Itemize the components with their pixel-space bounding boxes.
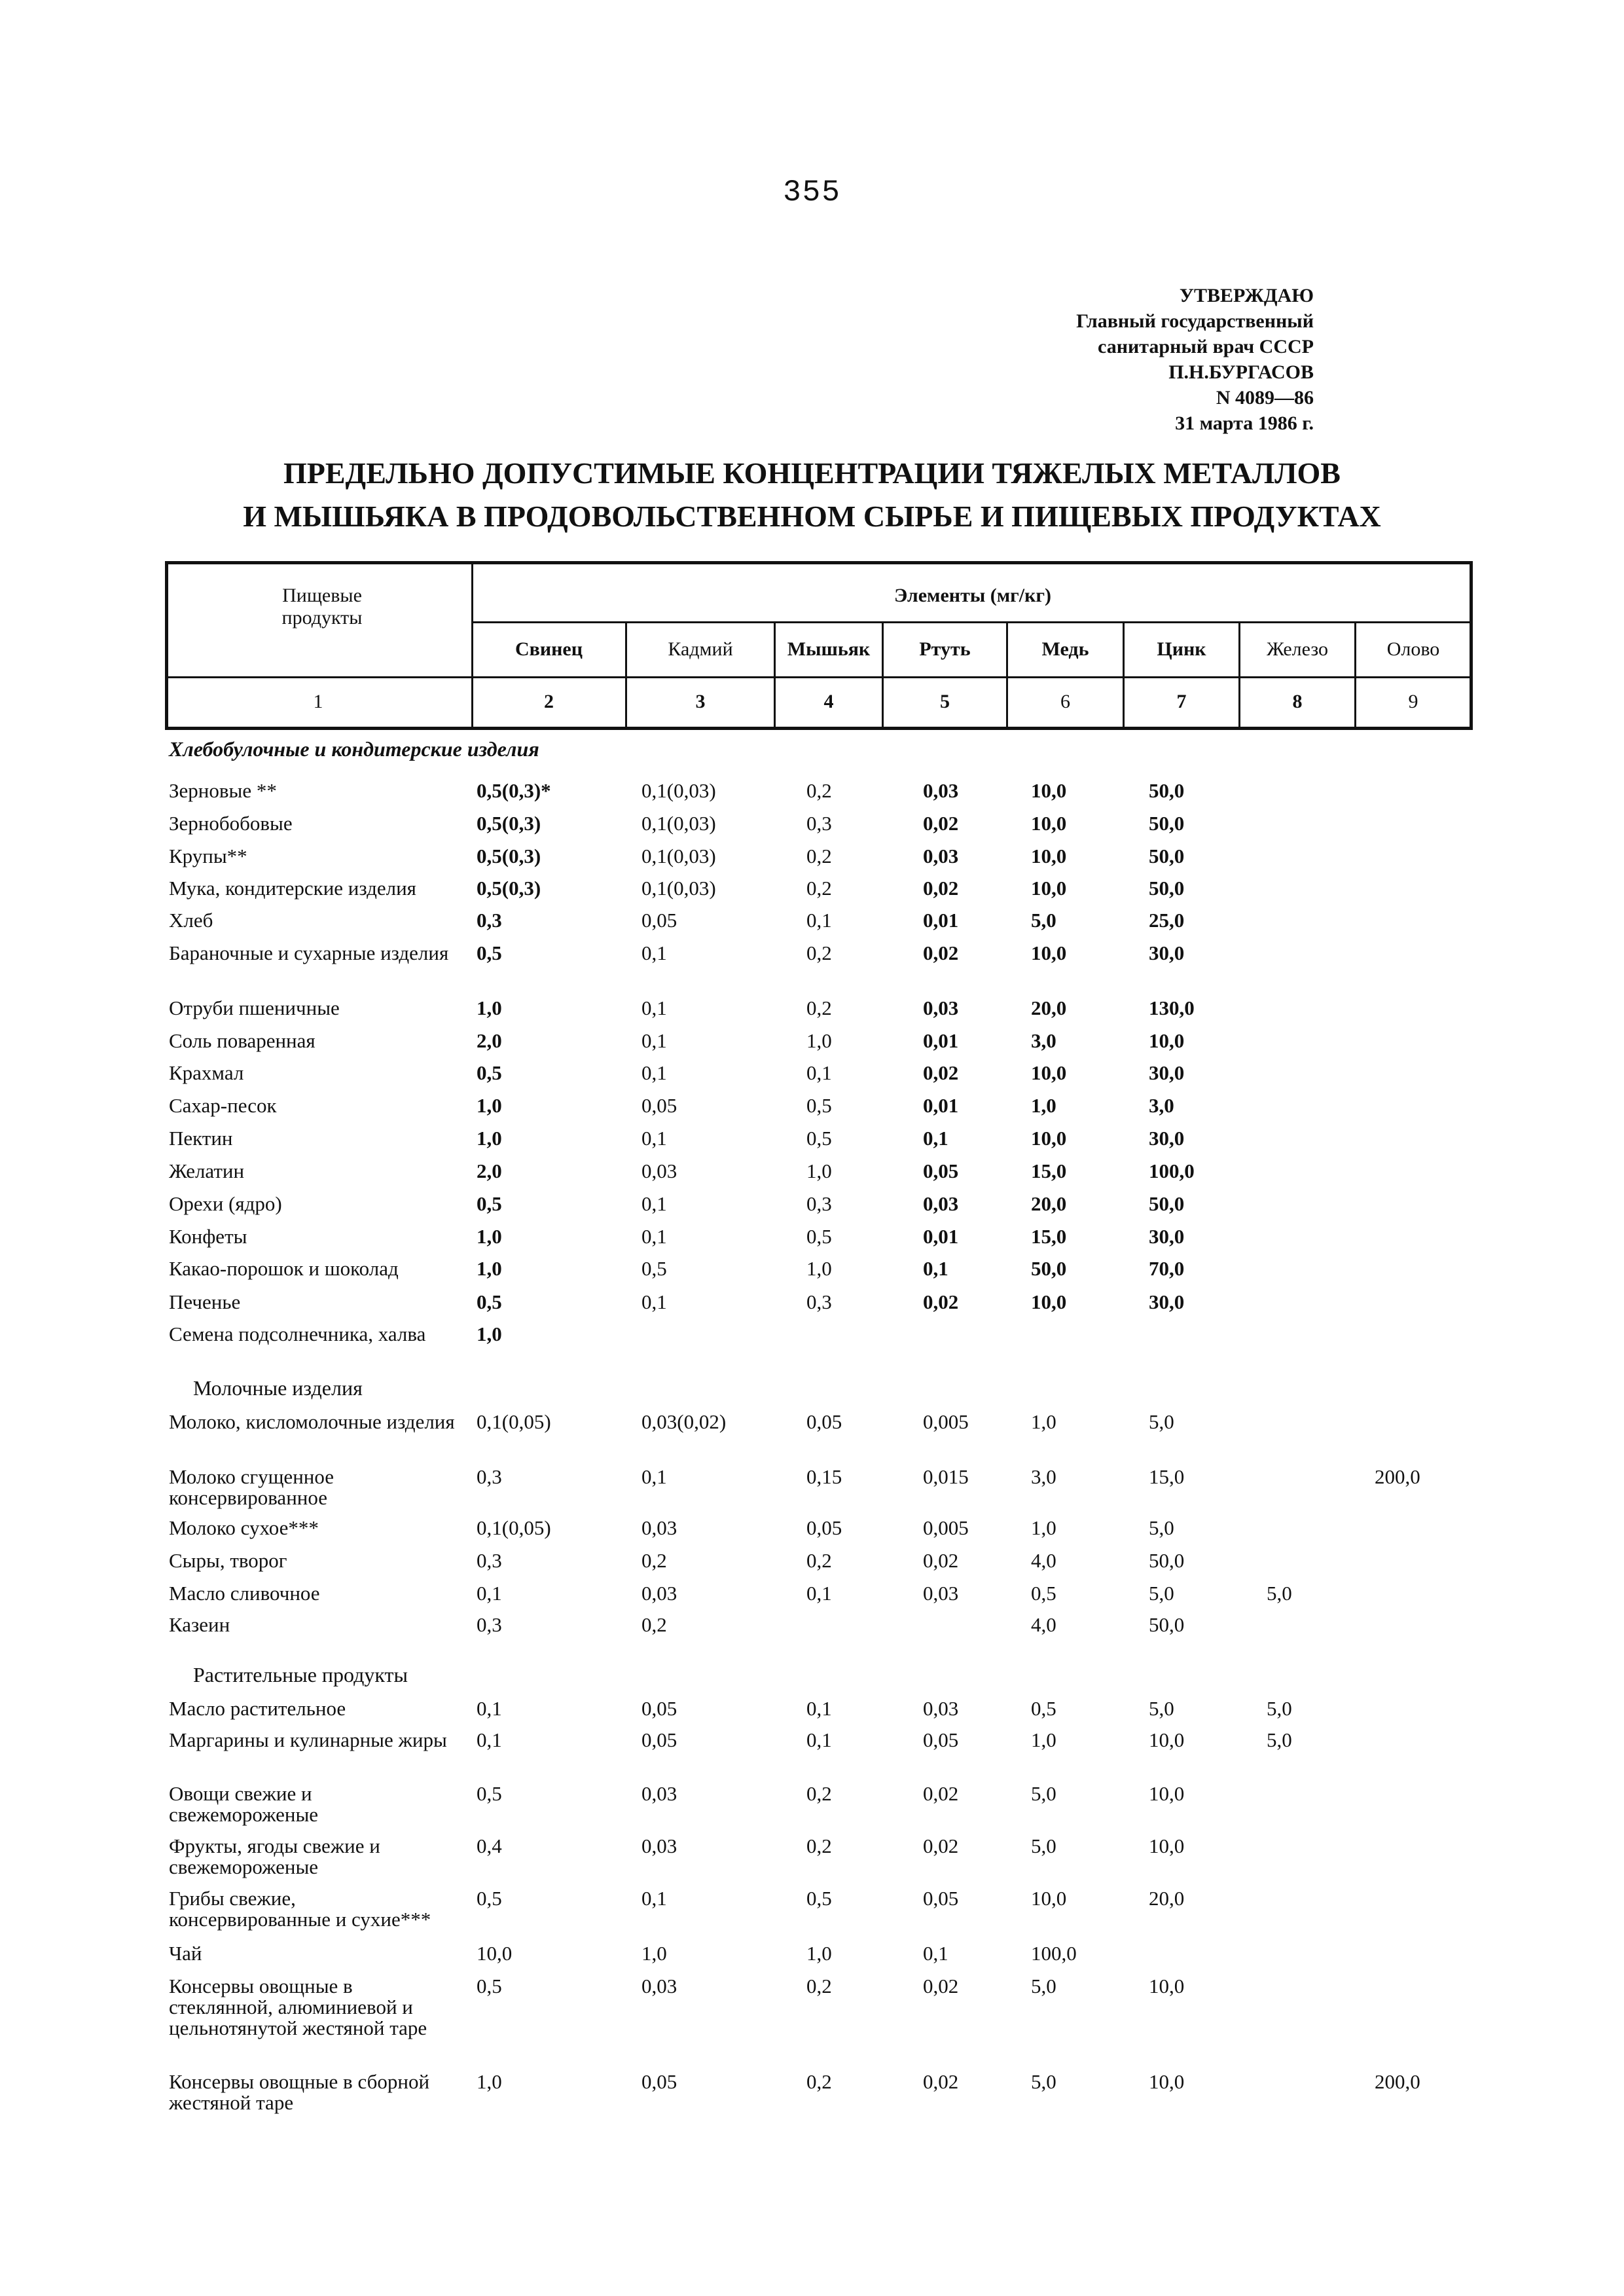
value-cell: 3,0 bbox=[1031, 1465, 1056, 1488]
value-cell: 0,05 bbox=[923, 1159, 959, 1182]
value-cell: 0,1 bbox=[641, 996, 667, 1019]
product-name: Масло сливочное bbox=[169, 1582, 320, 1605]
value-cell: 0,01 bbox=[923, 1225, 959, 1248]
product-name: Какао-порошок и шоколад bbox=[169, 1257, 399, 1280]
value-cell: 0,3 bbox=[806, 1192, 832, 1215]
approval-stamp bbox=[1076, 283, 1314, 436]
header-colnum: 2 bbox=[544, 691, 554, 712]
product-name: Молоко, кисломолочные изделия bbox=[169, 1410, 455, 1433]
value-cell: 0,02 bbox=[923, 877, 959, 900]
value-cell: 20,0 bbox=[1031, 1192, 1067, 1215]
value-cell: 1,0 bbox=[806, 1257, 832, 1280]
product-name: Пектин bbox=[169, 1127, 233, 1150]
value-cell: 5,0 bbox=[1149, 1516, 1174, 1539]
value-cell: 200,0 bbox=[1375, 2070, 1420, 2093]
header-zinc: Цинк bbox=[1157, 638, 1206, 660]
value-cell: 0,02 bbox=[923, 1834, 959, 1857]
value-cell: 10,0 bbox=[1031, 1061, 1067, 1084]
header-colnum: 5 bbox=[940, 691, 950, 712]
value-cell: 0,5 bbox=[1031, 1697, 1056, 1720]
header-rule bbox=[165, 676, 1473, 678]
group-title: Молочные изделия bbox=[193, 1376, 363, 1400]
value-cell: 0,03(0,02) bbox=[641, 1410, 727, 1433]
value-cell: 0,1(0,03) bbox=[641, 779, 716, 802]
value-cell: 0,03 bbox=[641, 1159, 677, 1182]
value-cell: 0,5 bbox=[477, 1887, 502, 1910]
value-cell: 100,0 bbox=[1031, 1942, 1077, 1965]
value-cell: 0,2 bbox=[806, 2070, 832, 2093]
value-cell: 30,0 bbox=[1149, 1061, 1185, 1084]
value-cell: 0,5 bbox=[806, 1127, 832, 1150]
value-cell: 0,3 bbox=[477, 909, 502, 932]
value-cell: 0,5(0,3) bbox=[477, 845, 541, 867]
value-cell: 50,0 bbox=[1031, 1257, 1067, 1280]
value-cell: 1,0 bbox=[806, 1029, 832, 1052]
value-cell: 0,03 bbox=[923, 1697, 959, 1720]
value-cell: 4,0 bbox=[1031, 1549, 1056, 1572]
header-colnum: 4 bbox=[823, 691, 834, 712]
value-cell: 100,0 bbox=[1149, 1159, 1195, 1182]
value-cell: 0,2 bbox=[806, 1834, 832, 1857]
value-cell: 0,1 bbox=[641, 1290, 667, 1313]
page-number: 355 bbox=[783, 175, 841, 210]
value-cell: 0,5 bbox=[477, 1192, 502, 1215]
product-name: Консервы овощные в стеклянной, алюминиевой и цельнотянутой жестяной таре bbox=[169, 1975, 427, 2039]
value-cell: 0,03 bbox=[923, 1582, 959, 1605]
value-cell: 0,1 bbox=[477, 1728, 502, 1751]
value-cell: 0,1(0,03) bbox=[641, 845, 716, 867]
value-cell: 10,0 bbox=[1031, 779, 1067, 802]
value-cell: 70,0 bbox=[1149, 1257, 1185, 1280]
value-cell: 0,03 bbox=[923, 845, 959, 867]
value-cell: 0,3 bbox=[477, 1613, 502, 1636]
value-cell: 0,2 bbox=[641, 1549, 667, 1572]
value-cell: 0,1 bbox=[923, 1127, 948, 1150]
title-line: И МЫШЬЯКА В ПРОДОВОЛЬСТВЕННОМ СЫРЬЕ И ПИЩЕВЫХ ПРОДУКТАХ bbox=[243, 500, 1381, 533]
value-cell: 0,1 bbox=[806, 1582, 832, 1605]
approval-line: санитарный врач СССР bbox=[1098, 336, 1314, 357]
table-header bbox=[165, 561, 1473, 730]
value-cell: 0,2 bbox=[806, 1549, 832, 1572]
value-cell: 0,03 bbox=[923, 779, 959, 802]
value-cell: 5,0 bbox=[1149, 1582, 1174, 1605]
value-cell: 0,1 bbox=[641, 1029, 667, 1052]
value-cell: 0,05 bbox=[806, 1516, 842, 1539]
header-iron: Железо bbox=[1267, 638, 1328, 660]
value-cell: 0,5(0,3) bbox=[477, 812, 541, 835]
product-name: Молоко сгущенное консервированное bbox=[169, 1465, 334, 1509]
value-cell: 5,0 bbox=[1031, 2070, 1056, 2093]
header-arsenic: Мышьяк bbox=[787, 638, 871, 660]
value-cell: 0,15 bbox=[806, 1465, 842, 1488]
approval-line: N 4089—86 bbox=[1216, 387, 1314, 409]
value-cell: 0,03 bbox=[641, 1834, 677, 1857]
header-divider bbox=[882, 621, 884, 730]
value-cell: 0,02 bbox=[923, 1782, 959, 1805]
value-cell: 10,0 bbox=[1031, 1290, 1067, 1313]
product-name: Зерновые ** bbox=[169, 779, 277, 802]
header-copper: Медь bbox=[1041, 638, 1089, 660]
value-cell: 50,0 bbox=[1149, 1613, 1185, 1636]
header-colnum: 1 bbox=[313, 691, 323, 712]
value-cell: 0,1 bbox=[477, 1582, 502, 1605]
value-cell: 0,1 bbox=[806, 909, 832, 932]
value-cell: 5,0 bbox=[1031, 909, 1056, 932]
value-cell: 0,1 bbox=[641, 1887, 667, 1910]
header-mercury: Ртуть bbox=[919, 638, 971, 660]
value-cell: 1,0 bbox=[477, 1127, 502, 1150]
value-cell: 0,5(0,3) bbox=[477, 877, 541, 900]
product-name: Соль поваренная bbox=[169, 1029, 316, 1052]
value-cell: 0,3 bbox=[477, 1549, 502, 1572]
header-colnum: 9 bbox=[1408, 691, 1418, 712]
value-cell: 0,01 bbox=[923, 1029, 959, 1052]
value-cell: 50,0 bbox=[1149, 1549, 1185, 1572]
header-elements: Элементы (мг/кг) bbox=[893, 585, 1052, 606]
product-name: Сыры, творог bbox=[169, 1549, 287, 1572]
value-cell: 0,03 bbox=[641, 1975, 677, 1997]
value-cell: 0,05 bbox=[641, 2070, 677, 2093]
value-cell: 1,0 bbox=[1031, 1728, 1056, 1751]
value-cell: 3,0 bbox=[1149, 1094, 1174, 1117]
product-name: Семена подсолнечника, халва bbox=[169, 1322, 426, 1345]
header-divider bbox=[1123, 621, 1125, 730]
value-cell: 0,05 bbox=[641, 909, 677, 932]
value-cell: 5,0 bbox=[1267, 1582, 1292, 1605]
value-cell: 0,02 bbox=[923, 1290, 959, 1313]
product-name: Маргарины и кулинарные жиры bbox=[169, 1728, 447, 1751]
value-cell: 0,1 bbox=[641, 1192, 667, 1215]
value-cell: 0,1 bbox=[806, 1697, 832, 1720]
value-cell: 0,03 bbox=[641, 1582, 677, 1605]
value-cell: 0,1(0,03) bbox=[641, 812, 716, 835]
value-cell: 0,1 bbox=[477, 1697, 502, 1720]
value-cell: 0,02 bbox=[923, 1061, 959, 1084]
product-name: Овощи свежие и свежемороженые bbox=[169, 1782, 319, 1826]
value-cell: 5,0 bbox=[1031, 1834, 1056, 1857]
value-cell: 1,0 bbox=[477, 1322, 502, 1345]
value-cell: 2,0 bbox=[477, 1159, 502, 1182]
value-cell: 0,1 bbox=[806, 1728, 832, 1751]
value-cell: 0,05 bbox=[923, 1728, 959, 1751]
value-cell: 5,0 bbox=[1031, 1782, 1056, 1805]
value-cell: 30,0 bbox=[1149, 1225, 1185, 1248]
value-cell: 1,0 bbox=[806, 1159, 832, 1182]
header-rule bbox=[473, 621, 1473, 623]
header-divider bbox=[625, 621, 627, 730]
group-title: Хлебобулочные и кондитерские изделия bbox=[169, 737, 539, 761]
value-cell: 0,5 bbox=[806, 1887, 832, 1910]
value-cell: 0,2 bbox=[806, 996, 832, 1019]
value-cell: 10,0 bbox=[1031, 1127, 1067, 1150]
value-cell: 0,03 bbox=[923, 996, 959, 1019]
value-cell: 50,0 bbox=[1149, 877, 1185, 900]
value-cell: 0,1 bbox=[641, 941, 667, 964]
value-cell: 0,015 bbox=[923, 1465, 969, 1488]
value-cell: 0,1(0,05) bbox=[477, 1410, 551, 1433]
value-cell: 0,005 bbox=[923, 1516, 969, 1539]
value-cell: 200,0 bbox=[1375, 1465, 1420, 1488]
value-cell: 1,0 bbox=[477, 1257, 502, 1280]
value-cell: 0,05 bbox=[923, 1887, 959, 1910]
value-cell: 0,3 bbox=[477, 1465, 502, 1488]
value-cell: 0,1 bbox=[641, 1465, 667, 1488]
product-name: Масло растительное bbox=[169, 1697, 346, 1720]
value-cell: 130,0 bbox=[1149, 996, 1195, 1019]
header-colnum: 3 bbox=[695, 691, 706, 712]
value-cell: 0,2 bbox=[806, 1975, 832, 1997]
value-cell: 1,0 bbox=[641, 1942, 667, 1965]
approval-line: П.Н.БУРГАСОВ bbox=[1168, 361, 1314, 383]
value-cell: 1,0 bbox=[477, 1094, 502, 1117]
value-cell: 0,1 bbox=[806, 1061, 832, 1084]
value-cell: 30,0 bbox=[1149, 941, 1185, 964]
approval-line: Главный государственный bbox=[1076, 310, 1314, 332]
value-cell: 0,3 bbox=[806, 1290, 832, 1313]
value-cell: 15,0 bbox=[1031, 1159, 1067, 1182]
value-cell: 0,1(0,03) bbox=[641, 877, 716, 900]
value-cell: 10,0 bbox=[1031, 877, 1067, 900]
header-divider bbox=[1354, 621, 1356, 730]
value-cell: 0,2 bbox=[806, 1782, 832, 1805]
value-cell: 0,005 bbox=[923, 1410, 969, 1433]
value-cell: 50,0 bbox=[1149, 1192, 1185, 1215]
product-name: Конфеты bbox=[169, 1225, 247, 1248]
value-cell: 10,0 bbox=[1149, 2070, 1185, 2093]
value-cell: 0,1(0,05) bbox=[477, 1516, 551, 1539]
value-cell: 0,3 bbox=[806, 812, 832, 835]
product-name: Крупы** bbox=[169, 845, 247, 867]
value-cell: 15,0 bbox=[1149, 1465, 1185, 1488]
value-cell: 0,01 bbox=[923, 1094, 959, 1117]
value-cell: 0,05 bbox=[806, 1410, 842, 1433]
value-cell: 5,0 bbox=[1267, 1728, 1292, 1751]
value-cell: 5,0 bbox=[1149, 1697, 1174, 1720]
document-title bbox=[0, 452, 1624, 538]
value-cell: 1,0 bbox=[477, 2070, 502, 2093]
product-name: Бараночные и сухарные изделия bbox=[169, 941, 449, 964]
value-cell: 3,0 bbox=[1031, 1029, 1056, 1052]
value-cell: 5,0 bbox=[1149, 1410, 1174, 1433]
value-cell: 0,02 bbox=[923, 812, 959, 835]
product-name: Орехи (ядро) bbox=[169, 1192, 282, 1215]
value-cell: 0,01 bbox=[923, 909, 959, 932]
value-cell: 0,05 bbox=[641, 1094, 677, 1117]
value-cell: 10,0 bbox=[1149, 1834, 1185, 1857]
header-tin: Олово bbox=[1386, 638, 1440, 660]
value-cell: 0,2 bbox=[806, 779, 832, 802]
value-cell: 0,03 bbox=[641, 1516, 677, 1539]
value-cell: 30,0 bbox=[1149, 1290, 1185, 1313]
value-cell: 4,0 bbox=[1031, 1613, 1056, 1636]
value-cell: 10,0 bbox=[1149, 1728, 1185, 1751]
value-cell: 0,03 bbox=[923, 1192, 959, 1215]
value-cell: 0,5 bbox=[1031, 1582, 1056, 1605]
value-cell: 50,0 bbox=[1149, 812, 1185, 835]
value-cell: 1,0 bbox=[806, 1942, 832, 1965]
value-cell: 15,0 bbox=[1031, 1225, 1067, 1248]
value-cell: 0,02 bbox=[923, 941, 959, 964]
value-cell: 10,0 bbox=[1031, 941, 1067, 964]
product-name: Хлеб bbox=[169, 909, 213, 932]
header-colnum: 7 bbox=[1176, 691, 1187, 712]
value-cell: 20,0 bbox=[1031, 996, 1067, 1019]
header-divider bbox=[774, 621, 776, 730]
value-cell: 0,5 bbox=[641, 1257, 667, 1280]
product-name: Зернобобовые bbox=[169, 812, 293, 835]
value-cell: 0,2 bbox=[806, 845, 832, 867]
value-cell: 0,2 bbox=[641, 1613, 667, 1636]
value-cell: 5,0 bbox=[1267, 1697, 1292, 1720]
value-cell: 50,0 bbox=[1149, 779, 1185, 802]
value-cell: 0,05 bbox=[641, 1697, 677, 1720]
value-cell: 10,0 bbox=[1031, 1887, 1067, 1910]
value-cell: 1,0 bbox=[1031, 1094, 1056, 1117]
value-cell: 30,0 bbox=[1149, 1127, 1185, 1150]
value-cell: 0,5 bbox=[477, 1290, 502, 1313]
header-products: Пищевые продукты bbox=[281, 585, 363, 629]
value-cell: 0,5(0,3)* bbox=[477, 779, 551, 802]
value-cell: 0,5 bbox=[477, 1061, 502, 1084]
value-cell: 10,0 bbox=[1149, 1029, 1185, 1052]
value-cell: 10,0 bbox=[1149, 1975, 1185, 1997]
value-cell: 10,0 bbox=[1149, 1782, 1185, 1805]
value-cell: 0,02 bbox=[923, 1549, 959, 1572]
product-name: Крахмал bbox=[169, 1061, 244, 1084]
value-cell: 0,5 bbox=[806, 1225, 832, 1248]
product-name: Мука, кондитерские изделия bbox=[169, 877, 416, 900]
product-name: Чай bbox=[169, 1942, 202, 1965]
product-name: Консервы овощные в сборной жестяной таре bbox=[169, 2070, 430, 2114]
header-border bbox=[165, 561, 1473, 564]
value-cell: 0,2 bbox=[806, 941, 832, 964]
header-divider bbox=[1238, 621, 1240, 730]
value-cell: 0,4 bbox=[477, 1834, 502, 1857]
value-cell: 0,5 bbox=[806, 1094, 832, 1117]
value-cell: 1,0 bbox=[1031, 1516, 1056, 1539]
value-cell: 0,5 bbox=[477, 1782, 502, 1805]
value-cell: 0,1 bbox=[641, 1061, 667, 1084]
value-cell: 1,0 bbox=[1031, 1410, 1056, 1433]
approval-line: 31 марта 1986 г. bbox=[1175, 412, 1314, 434]
value-cell: 5,0 bbox=[1031, 1975, 1056, 1997]
header-colnum: 6 bbox=[1060, 691, 1070, 712]
header-cadmium: Кадмий bbox=[668, 638, 733, 660]
header-border bbox=[165, 727, 1473, 730]
value-cell: 1,0 bbox=[477, 1225, 502, 1248]
value-cell: 0,2 bbox=[806, 877, 832, 900]
value-cell: 0,1 bbox=[923, 1257, 948, 1280]
value-cell: 0,02 bbox=[923, 1975, 959, 1997]
value-cell: 0,1 bbox=[923, 1942, 948, 1965]
value-cell: 0,5 bbox=[477, 1975, 502, 1997]
value-cell: 0,5 bbox=[477, 941, 502, 964]
group-title: Растительные продукты bbox=[193, 1663, 408, 1686]
value-cell: 10,0 bbox=[1031, 845, 1067, 867]
value-cell: 10,0 bbox=[1031, 812, 1067, 835]
value-cell: 20,0 bbox=[1149, 1887, 1185, 1910]
value-cell: 0,03 bbox=[641, 1782, 677, 1805]
value-cell: 0,02 bbox=[923, 2070, 959, 2093]
product-name: Отруби пшеничные bbox=[169, 996, 340, 1019]
header-divider bbox=[1006, 621, 1008, 730]
value-cell: 1,0 bbox=[477, 996, 502, 1019]
value-cell: 0,05 bbox=[641, 1728, 677, 1751]
value-cell: 25,0 bbox=[1149, 909, 1185, 932]
value-cell: 0,1 bbox=[641, 1127, 667, 1150]
product-name: Казеин bbox=[169, 1613, 230, 1636]
product-name: Сахар-песок bbox=[169, 1094, 277, 1117]
product-name: Фрукты, ягоды свежие и свежемороженые bbox=[169, 1834, 380, 1878]
header-lead: Свинец bbox=[514, 638, 583, 660]
title-line: ПРЕДЕЛЬНО ДОПУСТИМЫЕ КОНЦЕНТРАЦИИ ТЯЖЕЛЫХ МЕТАЛЛОВ bbox=[283, 456, 1341, 490]
value-cell: 50,0 bbox=[1149, 845, 1185, 867]
value-cell: 10,0 bbox=[477, 1942, 513, 1965]
product-name: Желатин bbox=[169, 1159, 245, 1182]
approval-line: УТВЕРЖДАЮ bbox=[1179, 285, 1314, 306]
value-cell: 0,1 bbox=[641, 1225, 667, 1248]
product-name: Молоко сухое*** bbox=[169, 1516, 319, 1539]
value-cell: 2,0 bbox=[477, 1029, 502, 1052]
product-name: Печенье bbox=[169, 1290, 241, 1313]
header-colnum: 8 bbox=[1292, 691, 1303, 712]
product-name: Грибы свежие, консервированные и сухие*** bbox=[169, 1887, 431, 1931]
